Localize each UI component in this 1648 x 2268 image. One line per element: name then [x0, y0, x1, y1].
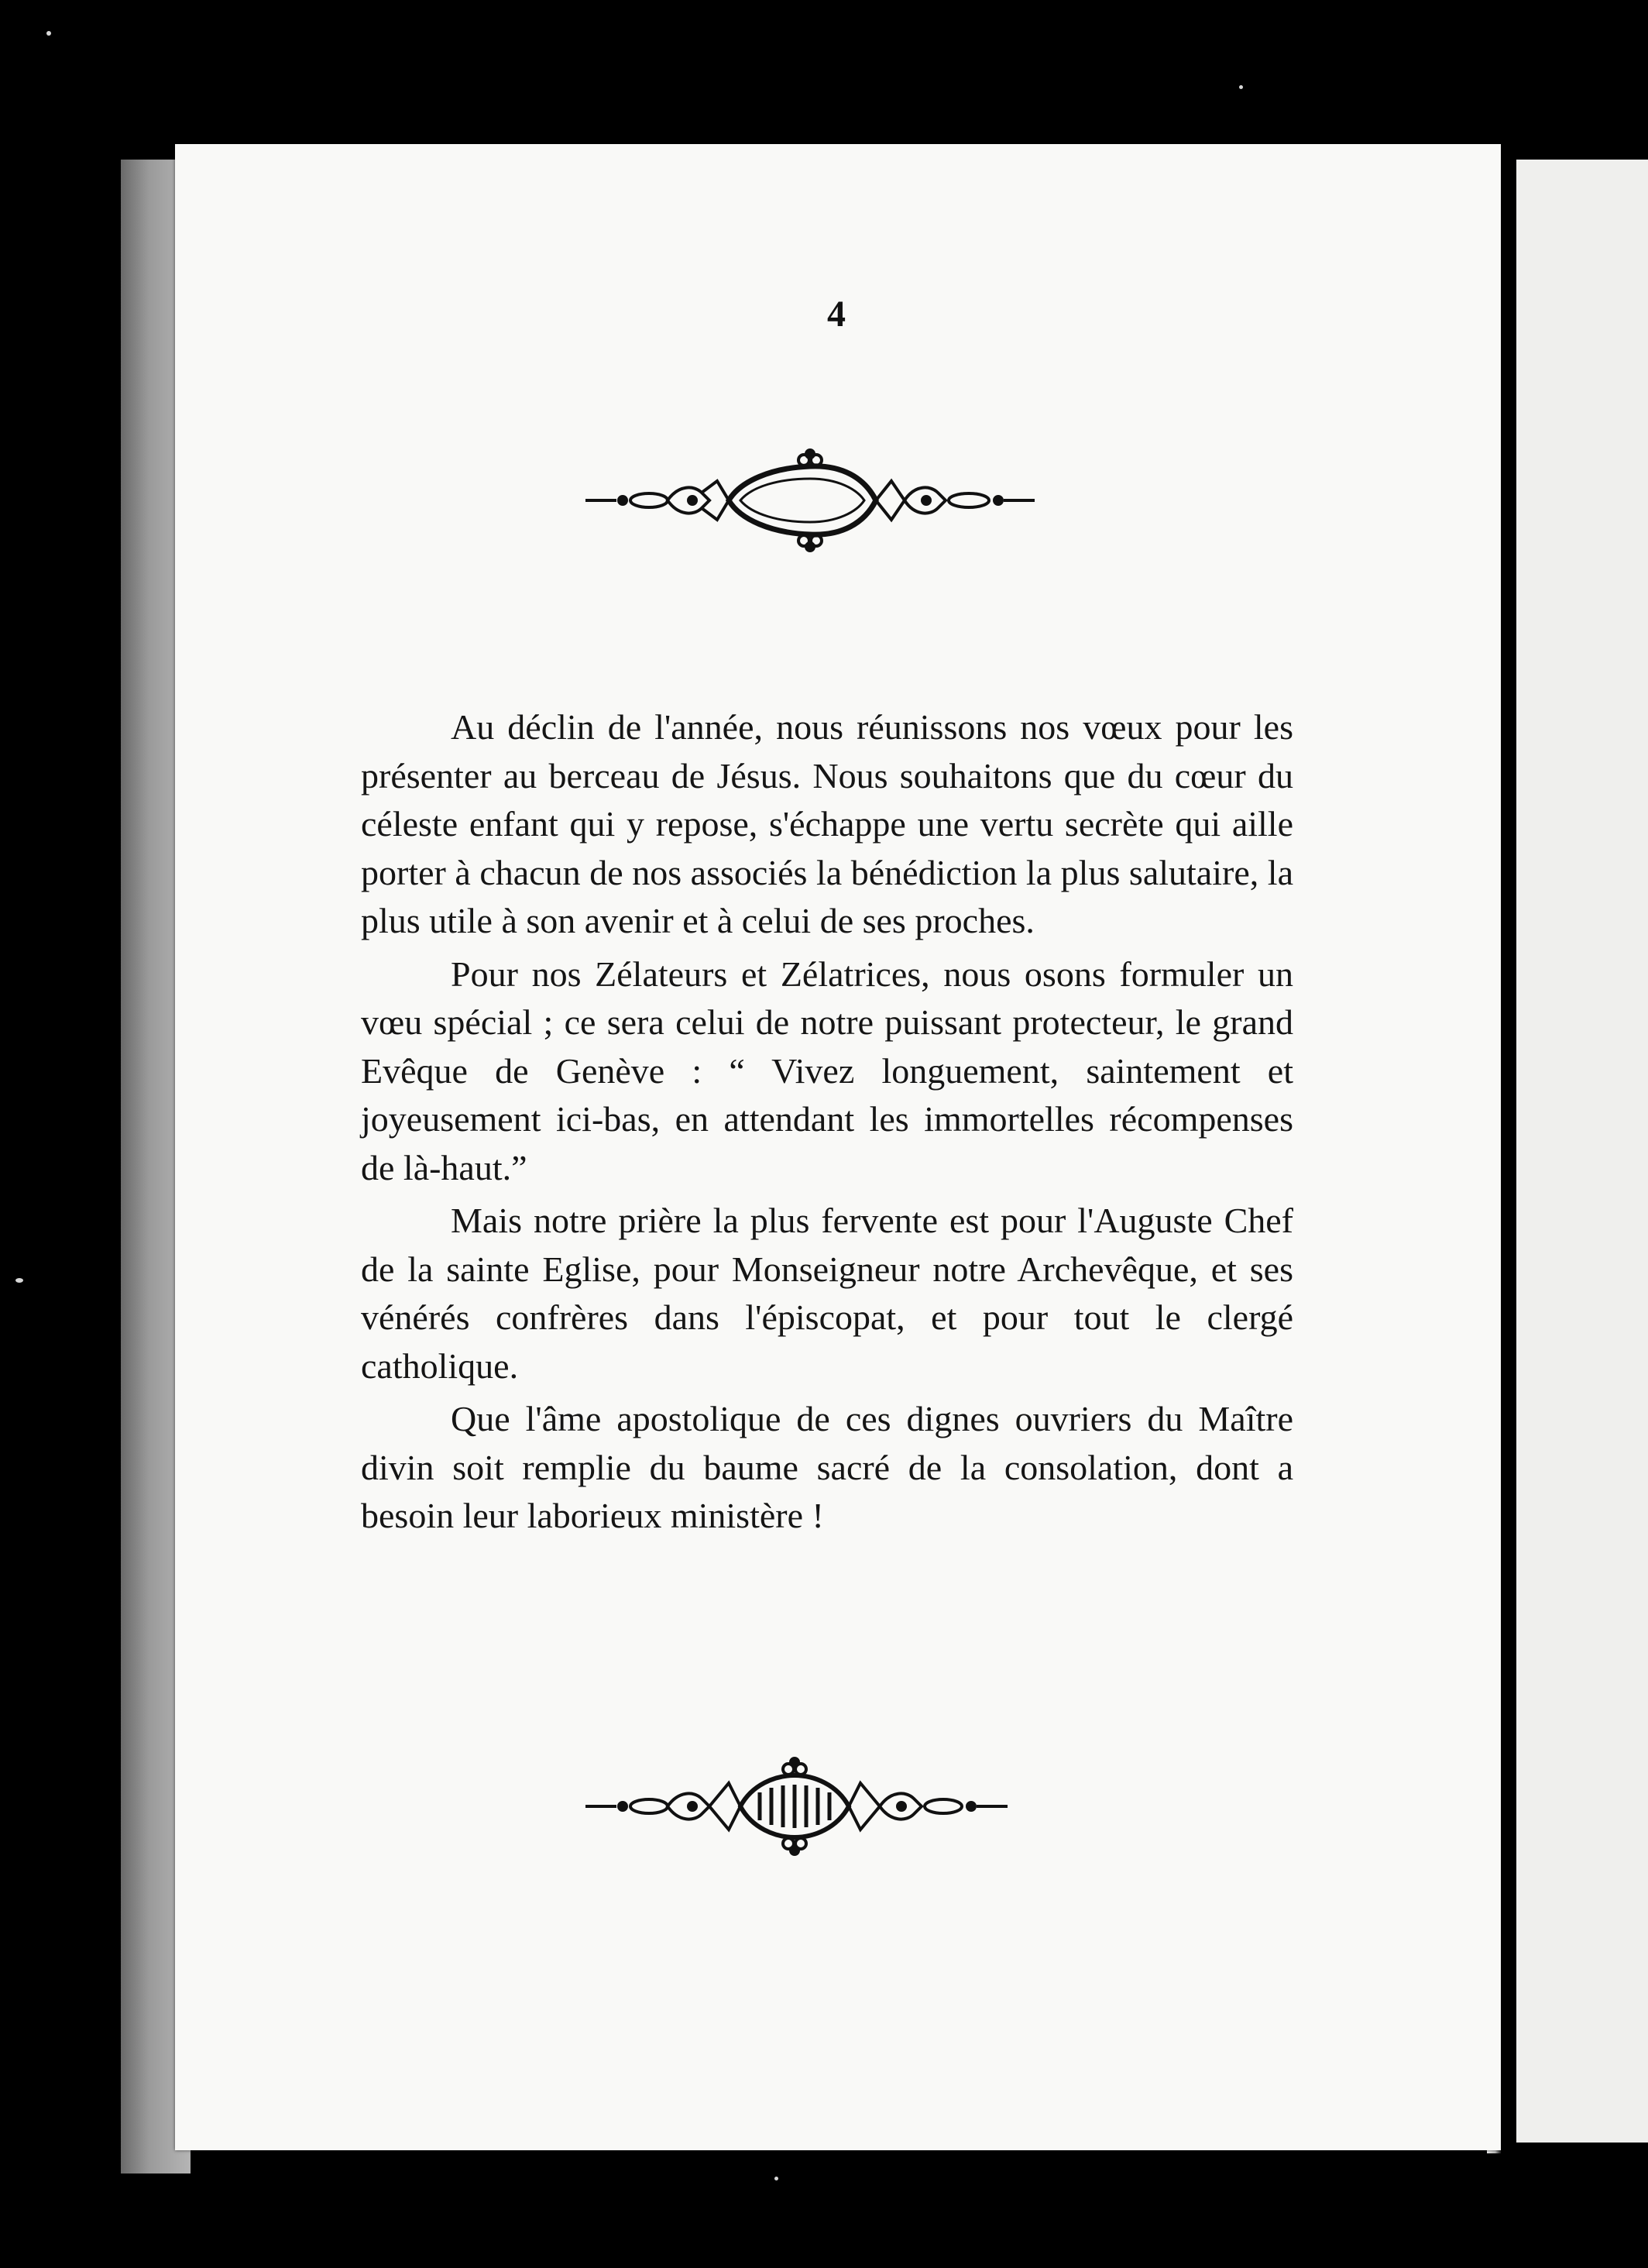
striped-scroll-ornament-icon: [585, 1752, 1050, 1861]
scroll-ornament-icon: [585, 446, 1089, 555]
dust-speck: [774, 2177, 778, 2180]
paragraph: Que l'âme apostolique de ces dignes ouvriers du Maître divin soit remplie du baume sacré de la consolation, dont a besoin leur laborieux ministère !: [361, 1399, 1293, 1535]
body-text: [361, 703, 1293, 1541]
dust-speck: [46, 31, 51, 36]
facing-page: [1516, 160, 1648, 2143]
paragraph: Au déclin de l'année, nous réunissons nos vœux pour les présenter au berceau de Jésus. Nous souhaitons que du cœur du céleste enfant qui y repose, s'échappe une vertu secrète qui aille porter à chacun de nos associés la bénédiction la plus salutaire, la plus utile à son avenir et à celui de ses proches.: [361, 707, 1293, 940]
dust-speck: [1239, 85, 1243, 89]
dust-speck: [15, 1278, 23, 1283]
paragraph: Mais notre prière la plus fervente est pour l'Auguste Chef de la sainte Eglise, pour Monseigneur notre Archevêque, et ses vénérés confrères dans l'épiscopat, et pour tout le clergé catholique.: [361, 1201, 1293, 1386]
page-number: 4: [827, 294, 846, 335]
paragraph: Pour nos Zélateurs et Zélatrices, nous osons formuler un vœu spécial ; ce sera celui de notre puissant protecteur, le grand Evêque de Genève : “ Vivez longuement, saintement et joyeusement ici-bas, en attendant les immortelles récompenses de là-haut.”: [361, 954, 1293, 1187]
